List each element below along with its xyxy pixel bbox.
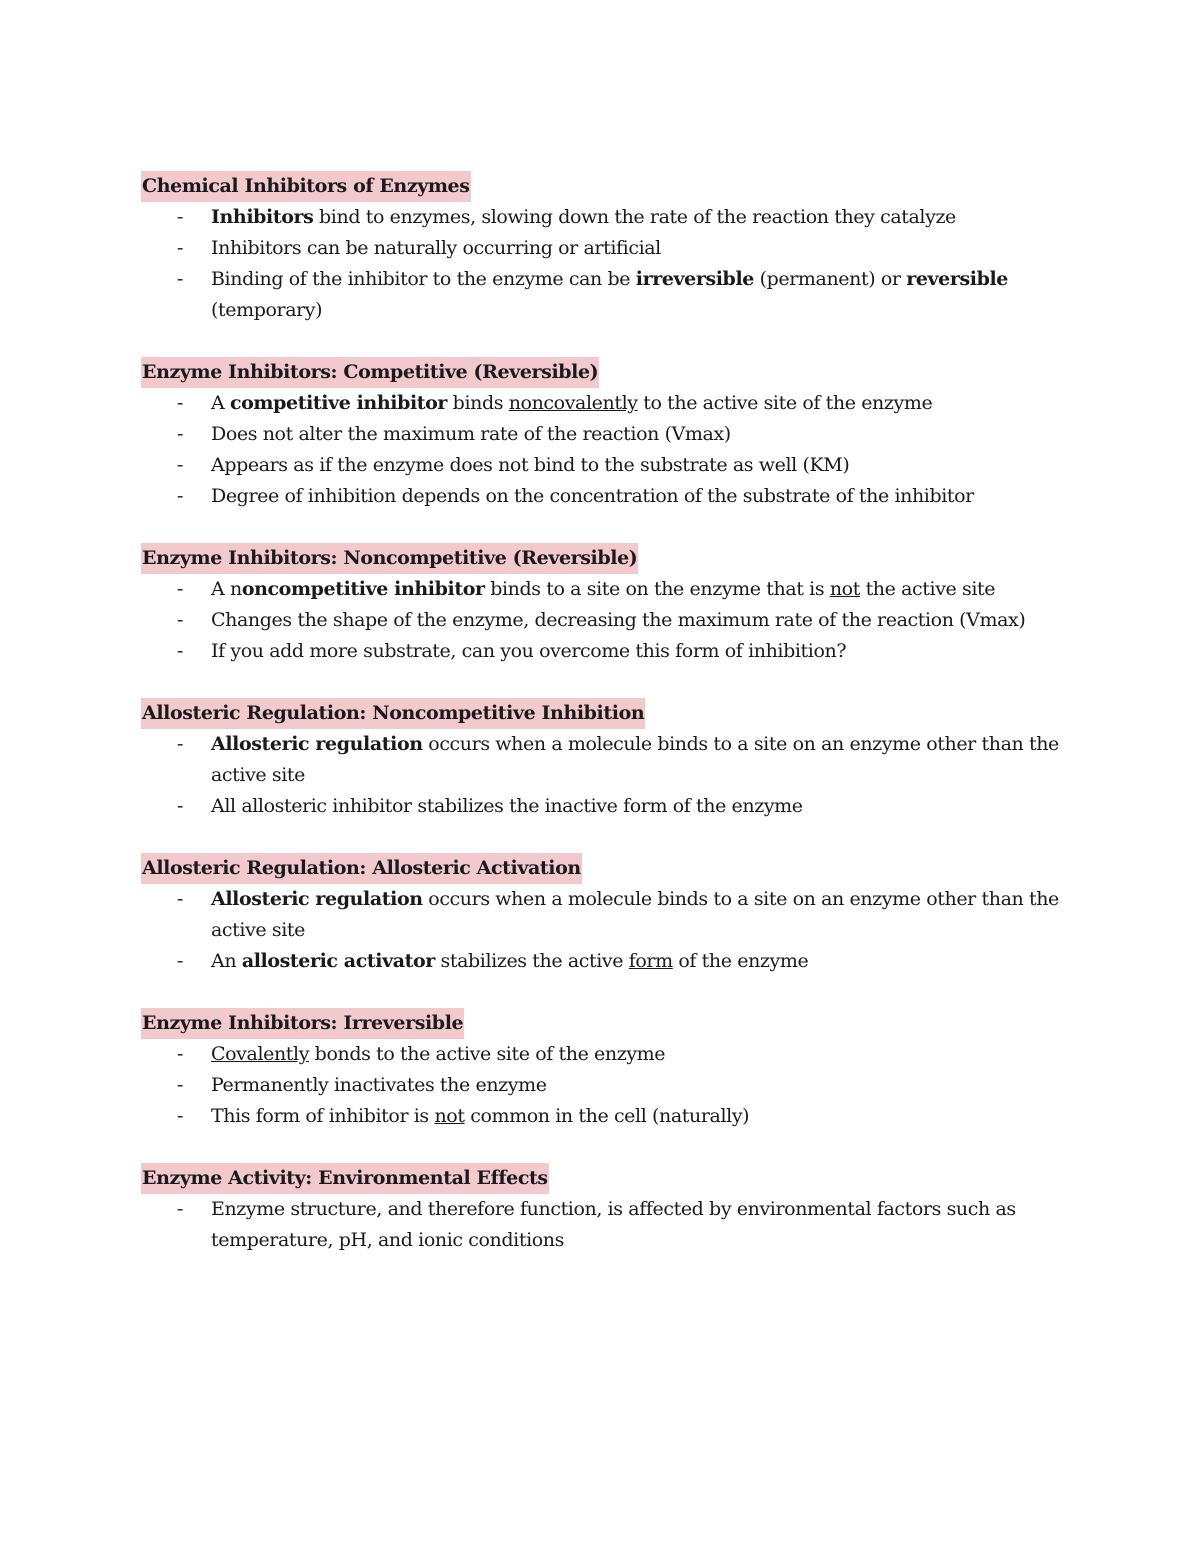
bullet-item bbox=[141, 264, 1071, 326]
text-segment: Changes the shape of the enzyme, decreasing the maximum rate of the reaction (Vmax) bbox=[211, 609, 1026, 631]
text-segment: binds to a site on the enzyme that is bbox=[484, 578, 830, 600]
bullet-list bbox=[141, 388, 1071, 512]
underlined-term: noncovalently bbox=[508, 392, 638, 414]
dash-bullet: - bbox=[177, 609, 184, 631]
section bbox=[141, 543, 1071, 667]
text-segment: Appears as if the enzyme does not bind to the substrate as well (KM) bbox=[211, 454, 850, 476]
bullet-item bbox=[141, 1101, 1071, 1132]
dash-bullet: - bbox=[177, 206, 184, 228]
bullet-item bbox=[141, 884, 1071, 946]
text-segment: stabilizes the active bbox=[434, 950, 629, 972]
bullet-list bbox=[141, 729, 1071, 822]
document-body bbox=[141, 171, 1071, 1256]
bullet-item bbox=[141, 1039, 1071, 1070]
underlined-term: not bbox=[434, 1105, 465, 1127]
bullet-item bbox=[141, 605, 1071, 636]
bullet-item bbox=[141, 791, 1071, 822]
dash-bullet: - bbox=[177, 888, 184, 910]
bullet-item bbox=[141, 202, 1071, 233]
section bbox=[141, 357, 1071, 512]
text-segment: occurs when a molecule binds to a site on an enzyme other than the active site bbox=[211, 733, 1059, 786]
text-segment: binds bbox=[447, 392, 509, 414]
text-segment: common in the cell (naturally) bbox=[464, 1105, 750, 1127]
dash-bullet: - bbox=[177, 454, 184, 476]
dash-bullet: - bbox=[177, 640, 184, 662]
section-heading: Enzyme Activity: Environmental Effects bbox=[141, 1163, 549, 1194]
text-segment: Inhibitors can be naturally occurring or artificial bbox=[211, 237, 661, 259]
dash-bullet: - bbox=[177, 237, 184, 259]
section-heading: Enzyme Inhibitors: Irreversible bbox=[141, 1008, 464, 1039]
text-segment: A bbox=[211, 392, 230, 414]
text-segment: to the active site of the enzyme bbox=[637, 392, 933, 414]
bold-term: oncompetitive inhibitor bbox=[241, 578, 485, 600]
bold-term: Inhibitors bbox=[211, 206, 314, 228]
dash-bullet: - bbox=[177, 485, 184, 507]
dash-bullet: - bbox=[177, 950, 184, 972]
section bbox=[141, 171, 1071, 326]
bullet-item bbox=[141, 450, 1071, 481]
bullet-list bbox=[141, 1194, 1071, 1256]
section bbox=[141, 853, 1071, 977]
text-segment: (permanent) or bbox=[753, 268, 907, 290]
text-segment: This form of inhibitor is bbox=[211, 1105, 435, 1127]
document-page bbox=[141, 171, 1071, 1287]
dash-bullet: - bbox=[177, 1198, 184, 1220]
section-heading: Enzyme Inhibitors: Noncompetitive (Reversible) bbox=[141, 543, 638, 574]
dash-bullet: - bbox=[177, 733, 184, 755]
section-heading: Chemical Inhibitors of Enzymes bbox=[141, 171, 471, 202]
bold-term: irreversible bbox=[635, 268, 754, 290]
section-heading: Allosteric Regulation: Allosteric Activation bbox=[141, 853, 582, 884]
text-segment: All allosteric inhibitor stabilizes the inactive form of the enzyme bbox=[211, 795, 803, 817]
text-segment: Binding of the inhibitor to the enzyme can be bbox=[211, 268, 636, 290]
bullet-list bbox=[141, 1039, 1071, 1132]
bullet-list bbox=[141, 574, 1071, 667]
bold-term: Allosteric regulation bbox=[211, 888, 423, 910]
text-segment: A n bbox=[211, 578, 242, 600]
bold-term: competitive inhibitor bbox=[229, 392, 448, 414]
bullet-item bbox=[141, 233, 1071, 264]
text-segment: Permanently inactivates the enzyme bbox=[211, 1074, 547, 1096]
bold-term: Allosteric regulation bbox=[211, 733, 423, 755]
bullet-item bbox=[141, 388, 1071, 419]
bullet-item bbox=[141, 636, 1071, 667]
bullet-item bbox=[141, 1194, 1071, 1256]
section bbox=[141, 698, 1071, 822]
dash-bullet: - bbox=[177, 392, 184, 414]
dash-bullet: - bbox=[177, 1074, 184, 1096]
text-segment: Degree of inhibition depends on the concentration of the substrate of the inhibitor bbox=[211, 485, 974, 507]
text-segment: bonds to the active site of the enzyme bbox=[309, 1043, 666, 1065]
underlined-term: form bbox=[628, 950, 673, 972]
bold-term: allosteric activator bbox=[241, 950, 435, 972]
text-segment: Enzyme structure, and therefore function, is affected by environmental factors such as temperature, pH, and ionic conditions bbox=[211, 1198, 1016, 1251]
section bbox=[141, 1163, 1071, 1256]
bullet-item bbox=[141, 946, 1071, 977]
text-segment: bind to enzymes, slowing down the rate of the reaction they catalyze bbox=[313, 206, 956, 228]
bullet-item bbox=[141, 419, 1071, 450]
dash-bullet: - bbox=[177, 795, 184, 817]
dash-bullet: - bbox=[177, 268, 184, 290]
section bbox=[141, 1008, 1071, 1132]
text-segment: Does not alter the maximum rate of the reaction (Vmax) bbox=[211, 423, 731, 445]
bullet-list bbox=[141, 202, 1071, 326]
dash-bullet: - bbox=[177, 1043, 184, 1065]
bullet-item bbox=[141, 574, 1071, 605]
text-segment: occurs when a molecule binds to a site on an enzyme other than the active site bbox=[211, 888, 1059, 941]
text-segment: (temporary) bbox=[211, 299, 323, 321]
underlined-term: Covalently bbox=[211, 1043, 310, 1065]
bullet-item bbox=[141, 481, 1071, 512]
dash-bullet: - bbox=[177, 578, 184, 600]
section-heading: Enzyme Inhibitors: Competitive (Reversible) bbox=[141, 357, 599, 388]
text-segment: the active site bbox=[859, 578, 996, 600]
dash-bullet: - bbox=[177, 423, 184, 445]
bullet-item bbox=[141, 729, 1071, 791]
section-heading: Allosteric Regulation: Noncompetitive Inhibition bbox=[141, 698, 645, 729]
dash-bullet: - bbox=[177, 1105, 184, 1127]
bold-term: reversible bbox=[906, 268, 1008, 290]
text-segment: An bbox=[211, 950, 242, 972]
bullet-list bbox=[141, 884, 1071, 977]
bullet-item bbox=[141, 1070, 1071, 1101]
text-segment: of the enzyme bbox=[672, 950, 809, 972]
underlined-term: not bbox=[829, 578, 860, 600]
text-segment: If you add more substrate, can you overcome this form of inhibition? bbox=[211, 640, 847, 662]
